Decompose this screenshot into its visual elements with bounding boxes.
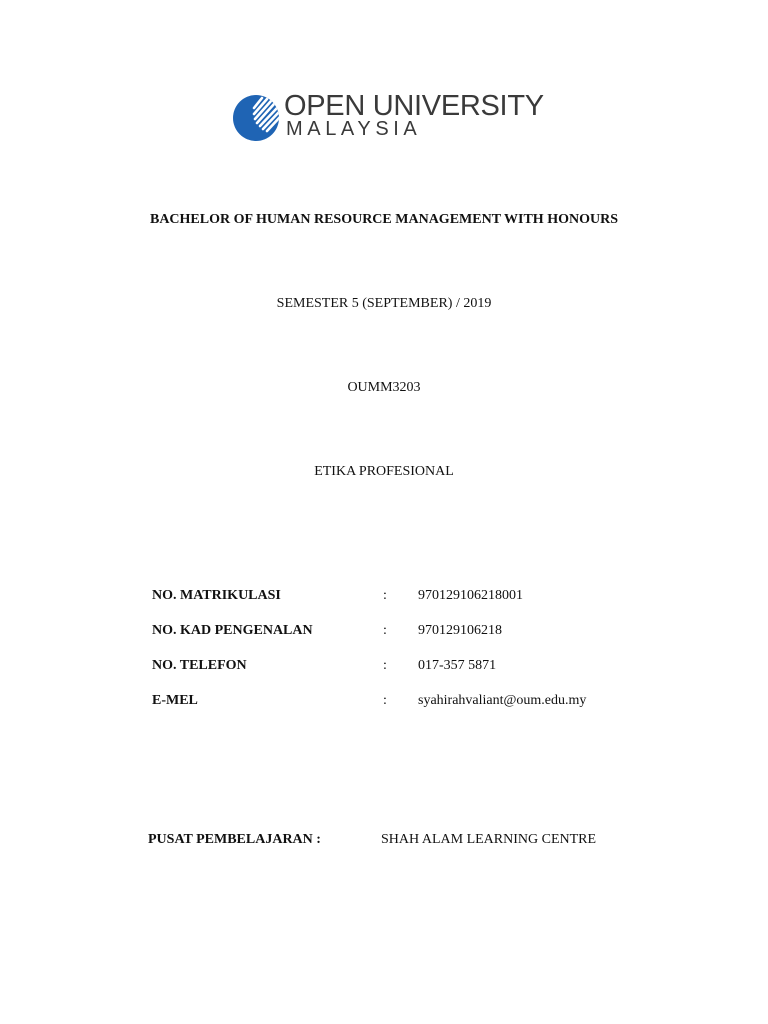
detail-label: NO. MATRIKULASI <box>152 588 281 603</box>
university-logo <box>232 92 542 142</box>
detail-colon: : <box>383 658 387 673</box>
detail-row-email <box>0 693 768 713</box>
detail-value: 970129106218 <box>418 623 502 638</box>
detail-colon: : <box>383 588 387 603</box>
detail-label: NO. KAD PENGENALAN <box>152 623 313 638</box>
detail-colon: : <box>383 693 387 708</box>
logo-text-line2: MALAYSIA <box>286 118 422 140</box>
program-title: BACHELOR OF HUMAN RESOURCE MANAGEMENT WITH HONOURS <box>149 212 618 227</box>
detail-label: E-MEL <box>152 693 198 708</box>
learning-centre-value: SHAH ALAM LEARNING CENTRE <box>381 832 597 847</box>
course-name: ETIKA PROFESIONAL <box>314 464 454 479</box>
detail-label: NO. TELEFON <box>152 658 247 673</box>
oum-globe-icon <box>232 94 280 142</box>
detail-row-matric <box>0 588 768 608</box>
detail-colon: : <box>383 623 387 638</box>
detail-value: 970129106218001 <box>418 588 523 603</box>
detail-row-ic <box>0 623 768 643</box>
logo-text-line1: OPEN UNIVERSITY <box>284 90 544 122</box>
email-value: syahirahvaliant@oum.edu.my <box>418 693 587 708</box>
detail-value: 017-357 5871 <box>418 658 497 673</box>
learning-centre-label: PUSAT PEMBELAJARAN : <box>148 832 321 847</box>
course-code: OUMM3203 <box>347 380 421 395</box>
detail-row-phone <box>0 658 768 678</box>
semester-line: SEMESTER 5 (SEPTEMBER) / 2019 <box>276 296 492 311</box>
